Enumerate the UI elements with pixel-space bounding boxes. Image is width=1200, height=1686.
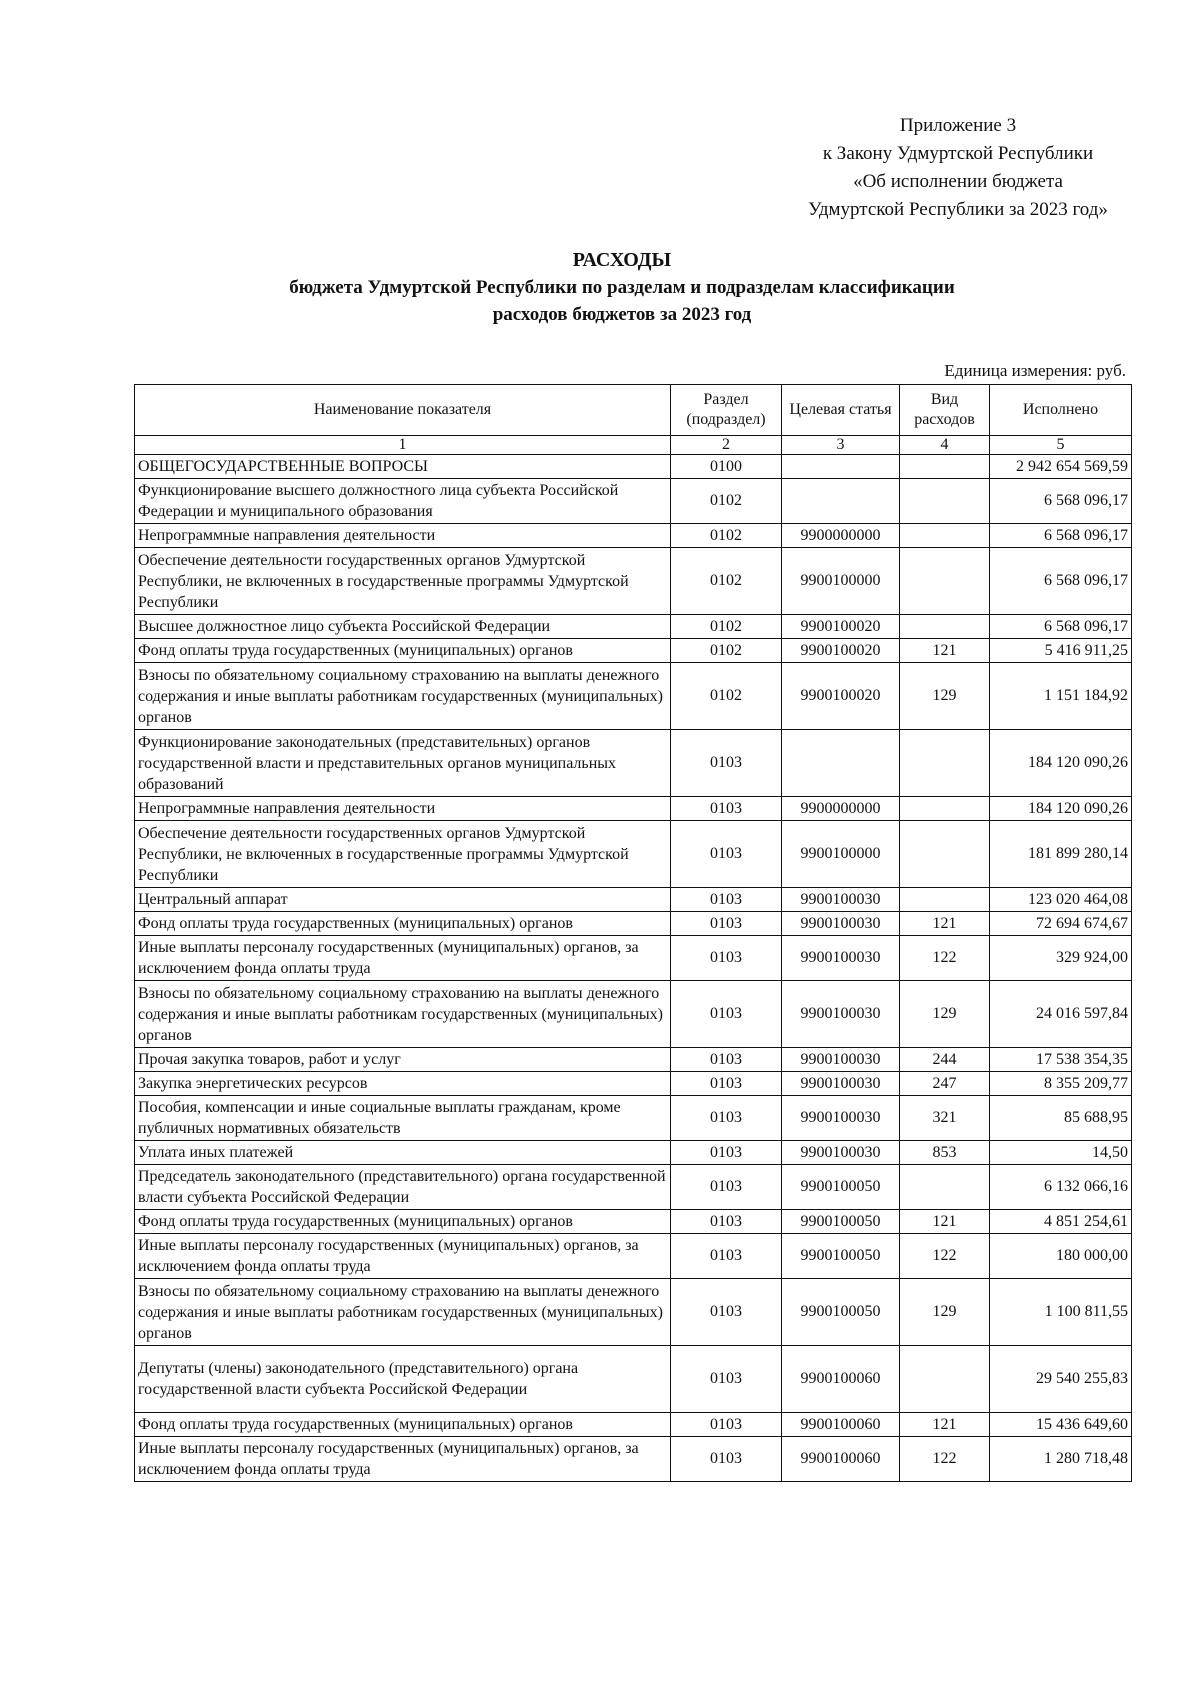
table-row: [135, 1437, 1132, 1482]
annex-line-3: «Об исполнении бюджета: [853, 171, 1063, 192]
column-number-row: [135, 436, 1132, 455]
cell-amount: 24 016 597,84: [990, 981, 1132, 1048]
cell-article: 9900100030: [782, 1072, 900, 1096]
cell-type: [900, 615, 990, 639]
cell-amount: 6 568 096,17: [990, 615, 1132, 639]
cell-name: Функционирование высшего должностного лица субъекта Российской Федерации и муниципального образования: [135, 479, 671, 524]
col-number: 1: [135, 436, 671, 455]
cell-name: Обеспечение деятельности государственных органов Удмуртской Республики, не включенных в государственные программы Удмуртской Республики: [135, 821, 671, 888]
cell-article: 9900100060: [782, 1413, 900, 1437]
cell-amount: 4 851 254,61: [990, 1210, 1132, 1234]
cell-amount: 1 100 811,55: [990, 1279, 1132, 1346]
cell-amount: 6 568 096,17: [990, 524, 1132, 548]
annex-line-2: к Закону Удмуртской Республики: [822, 143, 1094, 164]
title-subtitle-2: расходов бюджетов за 2023 год: [492, 304, 752, 325]
cell-type: [900, 821, 990, 888]
document-title: [134, 246, 1110, 328]
table-row: [135, 1346, 1132, 1413]
cell-section: 0103: [671, 1279, 782, 1346]
cell-article: 9900100050: [782, 1165, 900, 1210]
cell-article: 9900100000: [782, 821, 900, 888]
annex-line-4: Удмуртской Республики за 2023 год»: [808, 199, 1108, 220]
cell-section: 0102: [671, 479, 782, 524]
cell-type: 129: [900, 1279, 990, 1346]
cell-name: Высшее должностное лицо субъекта Российской Федерации: [135, 615, 671, 639]
expenses-table: [134, 384, 1132, 1482]
cell-article: 9900100030: [782, 912, 900, 936]
cell-type: 121: [900, 1210, 990, 1234]
cell-section: 0103: [671, 1165, 782, 1210]
cell-name: Непрограммные направления деятельности: [135, 797, 671, 821]
title-subtitle-1: бюджета Удмуртской Республики по разделам и подразделам классификации: [289, 277, 955, 298]
cell-name: Обеспечение деятельности государственных органов Удмуртской Республики, не включенных в государственные программы Удмуртской Республики: [135, 548, 671, 615]
cell-name: Закупка энергетических ресурсов: [135, 1072, 671, 1096]
cell-amount: 123 020 464,08: [990, 888, 1132, 912]
cell-article: 9900100030: [782, 1096, 900, 1141]
cell-name: Фонд оплаты труда государственных (муниципальных) органов: [135, 912, 671, 936]
cell-amount: 15 436 649,60: [990, 1413, 1132, 1437]
header-type: Вид расходов: [900, 385, 990, 436]
annex-header: [788, 112, 1128, 224]
cell-amount: 329 924,00: [990, 936, 1132, 981]
cell-section: 0103: [671, 1234, 782, 1279]
title-main: РАСХОДЫ: [572, 249, 672, 271]
table-row: [135, 455, 1132, 479]
cell-type: 122: [900, 1437, 990, 1482]
cell-amount: 72 694 674,67: [990, 912, 1132, 936]
cell-name: Фонд оплаты труда государственных (муниципальных) органов: [135, 1413, 671, 1437]
table-row: [135, 615, 1132, 639]
cell-article: 9900100060: [782, 1346, 900, 1413]
cell-amount: 29 540 255,83: [990, 1346, 1132, 1413]
cell-section: 0103: [671, 1048, 782, 1072]
cell-section: 0103: [671, 981, 782, 1048]
cell-type: 129: [900, 663, 990, 730]
cell-name: Фонд оплаты труда государственных (муниципальных) органов: [135, 639, 671, 663]
cell-article: [782, 730, 900, 797]
cell-name: Взносы по обязательному социальному страхованию на выплаты денежного содержания и иные выплаты работникам государственных (муниципальных) органов: [135, 663, 671, 730]
col-number: 2: [671, 436, 782, 455]
cell-section: 0103: [671, 730, 782, 797]
cell-type: [900, 888, 990, 912]
table-row: [135, 639, 1132, 663]
cell-name: Депутаты (члены) законодательного (представительного) органа государственной власти субъекта Российской Федерации: [135, 1346, 671, 1413]
cell-name: Председатель законодательного (представительного) органа государственной власти субъекта Российской Федерации: [135, 1165, 671, 1210]
cell-section: 0102: [671, 548, 782, 615]
cell-type: 247: [900, 1072, 990, 1096]
cell-amount: 6 132 066,16: [990, 1165, 1132, 1210]
cell-article: 9900100030: [782, 888, 900, 912]
cell-amount: 14,50: [990, 1141, 1132, 1165]
table-row: [135, 1413, 1132, 1437]
table-row: [135, 936, 1132, 981]
cell-name: Уплата иных платежей: [135, 1141, 671, 1165]
table-row: [135, 1165, 1132, 1210]
cell-section: 0103: [671, 1210, 782, 1234]
cell-section: 0103: [671, 912, 782, 936]
table-row: [135, 797, 1132, 821]
table-row: [135, 888, 1132, 912]
cell-name: Фонд оплаты труда государственных (муниципальных) органов: [135, 1210, 671, 1234]
cell-name: Взносы по обязательному социальному страхованию на выплаты денежного содержания и иные выплаты работникам государственных (муниципальных) органов: [135, 981, 671, 1048]
col-number: 5: [990, 436, 1132, 455]
cell-name: Пособия, компенсации и иные социальные выплаты гражданам, кроме публичных нормативных обязательств: [135, 1096, 671, 1141]
cell-article: 9900100030: [782, 936, 900, 981]
cell-type: [900, 548, 990, 615]
cell-amount: 85 688,95: [990, 1096, 1132, 1141]
cell-type: [900, 455, 990, 479]
cell-article: 9900000000: [782, 524, 900, 548]
annex-line-1: Приложение 3: [899, 115, 1017, 136]
cell-amount: 184 120 090,26: [990, 797, 1132, 821]
cell-section: 0102: [671, 524, 782, 548]
col-number: 3: [782, 436, 900, 455]
table-row: [135, 730, 1132, 797]
cell-name: Прочая закупка товаров, работ и услуг: [135, 1048, 671, 1072]
cell-type: 321: [900, 1096, 990, 1141]
table-row: [135, 912, 1132, 936]
cell-section: 0103: [671, 1413, 782, 1437]
cell-type: [900, 730, 990, 797]
cell-type: 853: [900, 1141, 990, 1165]
cell-type: [900, 479, 990, 524]
table-header-row: [135, 385, 1132, 436]
cell-article: 9900100050: [782, 1210, 900, 1234]
cell-article: 9900100030: [782, 1048, 900, 1072]
cell-type: [900, 524, 990, 548]
header-amount: Исполнено: [990, 385, 1132, 436]
cell-type: 122: [900, 936, 990, 981]
table-row: [135, 1210, 1132, 1234]
cell-amount: 6 568 096,17: [990, 548, 1132, 615]
cell-article: 9900100030: [782, 981, 900, 1048]
cell-article: 9900100020: [782, 615, 900, 639]
cell-article: 9900100060: [782, 1437, 900, 1482]
cell-article: 9900000000: [782, 797, 900, 821]
header-name: Наименование показателя: [135, 385, 671, 436]
cell-type: 129: [900, 981, 990, 1048]
cell-amount: 1 280 718,48: [990, 1437, 1132, 1482]
cell-amount: 1 151 184,92: [990, 663, 1132, 730]
cell-name: ОБЩЕГОСУДАРСТВЕННЫЕ ВОПРОСЫ: [135, 455, 671, 479]
cell-section: 0103: [671, 1141, 782, 1165]
cell-amount: 180 000,00: [990, 1234, 1132, 1279]
cell-name: Непрограммные направления деятельности: [135, 524, 671, 548]
cell-name: Функционирование законодательных (представительных) органов государственной власти и представительных органов муниципальных образований: [135, 730, 671, 797]
cell-section: 0102: [671, 615, 782, 639]
cell-article: 9900100020: [782, 639, 900, 663]
header-article: Целевая статья: [782, 385, 900, 436]
cell-type: [900, 1165, 990, 1210]
cell-section: 0102: [671, 639, 782, 663]
cell-type: 244: [900, 1048, 990, 1072]
cell-section: 0103: [671, 1072, 782, 1096]
cell-section: 0103: [671, 1346, 782, 1413]
table-row: [135, 1141, 1132, 1165]
cell-section: 0103: [671, 821, 782, 888]
cell-type: 121: [900, 912, 990, 936]
table-row: [135, 1072, 1132, 1096]
cell-article: 9900100050: [782, 1234, 900, 1279]
table-row: [135, 524, 1132, 548]
cell-type: 122: [900, 1234, 990, 1279]
cell-name: Иные выплаты персоналу государственных (муниципальных) органов, за исключением фонда оплаты труда: [135, 936, 671, 981]
table-row: [135, 821, 1132, 888]
cell-type: [900, 797, 990, 821]
cell-amount: 2 942 654 569,59: [990, 455, 1132, 479]
cell-article: 9900100020: [782, 663, 900, 730]
cell-section: 0103: [671, 936, 782, 981]
cell-amount: 5 416 911,25: [990, 639, 1132, 663]
table-row: [135, 479, 1132, 524]
table-row: [135, 981, 1132, 1048]
cell-section: 0103: [671, 797, 782, 821]
cell-article: 9900100050: [782, 1279, 900, 1346]
cell-type: 121: [900, 639, 990, 663]
cell-section: 0100: [671, 455, 782, 479]
cell-article: 9900100000: [782, 548, 900, 615]
header-section: Раздел (подраздел): [671, 385, 782, 436]
cell-amount: 17 538 354,35: [990, 1048, 1132, 1072]
cell-article: [782, 479, 900, 524]
cell-amount: 181 899 280,14: [990, 821, 1132, 888]
cell-section: 0102: [671, 663, 782, 730]
table-row: [135, 548, 1132, 615]
cell-name: Центральный аппарат: [135, 888, 671, 912]
cell-article: 9900100030: [782, 1141, 900, 1165]
table-row: [135, 1048, 1132, 1072]
col-number: 4: [900, 436, 990, 455]
cell-section: 0103: [671, 1096, 782, 1141]
table-row: [135, 1279, 1132, 1346]
cell-type: 121: [900, 1413, 990, 1437]
cell-name: Иные выплаты персоналу государственных (муниципальных) органов, за исключением фонда оплаты труда: [135, 1234, 671, 1279]
cell-name: Иные выплаты персоналу государственных (муниципальных) органов, за исключением фонда оплаты труда: [135, 1437, 671, 1482]
cell-amount: 184 120 090,26: [990, 730, 1132, 797]
cell-name: Взносы по обязательному социальному страхованию на выплаты денежного содержания и иные выплаты работникам государственных (муниципальных) органов: [135, 1279, 671, 1346]
unit-of-measure: Единица измерения: руб.: [944, 361, 1126, 380]
table-row: [135, 1096, 1132, 1141]
table-row: [135, 1234, 1132, 1279]
table-row: [135, 663, 1132, 730]
cell-amount: 6 568 096,17: [990, 479, 1132, 524]
cell-type: [900, 1346, 990, 1413]
cell-amount: 8 355 209,77: [990, 1072, 1132, 1096]
cell-section: 0103: [671, 1437, 782, 1482]
cell-article: [782, 455, 900, 479]
cell-section: 0103: [671, 888, 782, 912]
table-body: [135, 455, 1132, 1482]
